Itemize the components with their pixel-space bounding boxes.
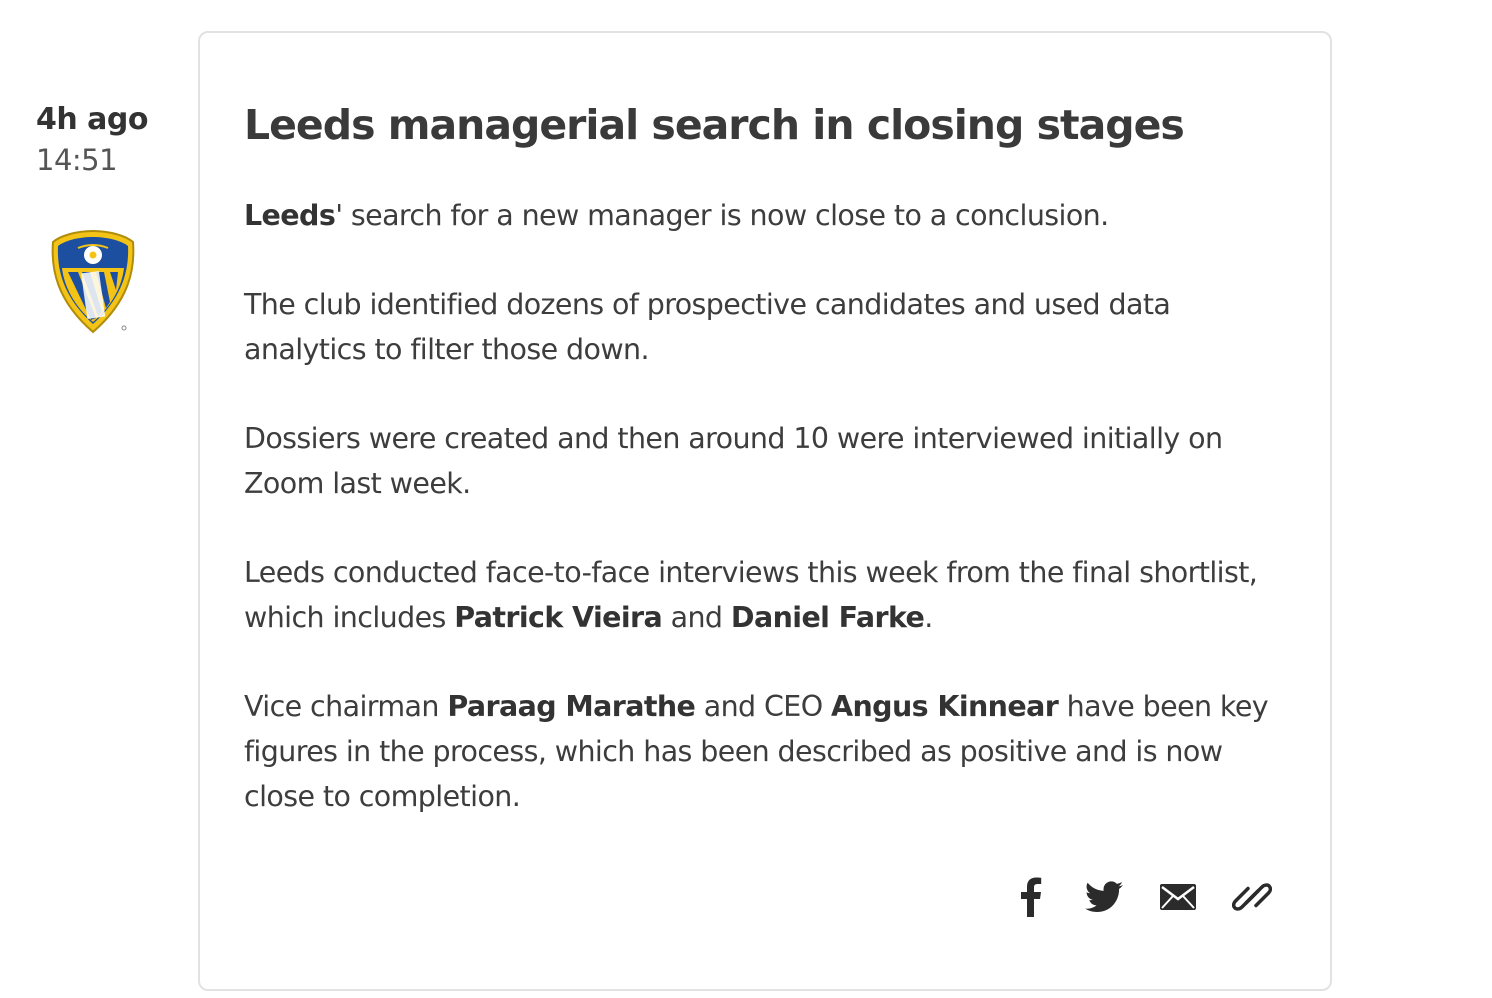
post-paragraph: [244, 193, 1274, 238]
post-paragraph: [244, 550, 1274, 640]
envelope-icon: [1159, 883, 1197, 911]
relative-timestamp: 4h ago: [36, 102, 149, 137]
paragraph-text: Vice chairman: [244, 690, 448, 723]
post-paragraph: [244, 416, 1274, 506]
paragraph-text: .: [924, 601, 933, 634]
post-paragraph: [244, 684, 1274, 819]
paragraph-text: Leeds conducted face-to-face interviews this week from the final shortlist, which includes: [244, 556, 1258, 634]
person-mention-angus-kinnear: Angus Kinnear: [831, 690, 1059, 723]
paragraph-text: The club identified dozens of prospective candidates and used data analytics to filter those down.: [244, 288, 1171, 366]
post-headline: Leeds managerial search in closing stages: [244, 101, 1184, 149]
twitter-share-button[interactable]: [1082, 875, 1126, 919]
paragraph-text: have been key figures in the process, which has been described as positive and is now close to completion.: [244, 690, 1269, 813]
person-mention-daniel-farke: Daniel Farke: [730, 601, 925, 634]
paragraph-text: ' search for a new manager is now close to a conclusion.: [335, 199, 1109, 232]
paragraph-text: and CEO: [695, 690, 832, 723]
club-mention: Leeds: [244, 199, 336, 232]
share-bar: [1008, 875, 1274, 919]
clock-timestamp: 14:51: [36, 143, 118, 177]
facebook-share-button[interactable]: [1008, 875, 1052, 919]
live-blog-post-card: [198, 31, 1332, 991]
post-paragraph: [244, 282, 1274, 372]
email-share-button[interactable]: [1156, 875, 1200, 919]
leeds-united-crest-icon: [48, 228, 138, 336]
facebook-icon: [1017, 877, 1043, 917]
post-meta: [36, 100, 176, 180]
paragraph-text: and: [662, 601, 731, 634]
paragraph-text: Dossiers were created and then around 10 were interviewed initially on Zoom last week.: [244, 422, 1223, 500]
copy-link-button[interactable]: [1230, 875, 1274, 919]
person-mention-paraag-marathe: Paraag Marathe: [447, 690, 696, 723]
person-mention-patrick-vieira: Patrick Vieira: [454, 601, 663, 634]
post-body: [244, 193, 1274, 863]
link-icon: [1232, 877, 1272, 917]
twitter-icon: [1085, 881, 1123, 913]
